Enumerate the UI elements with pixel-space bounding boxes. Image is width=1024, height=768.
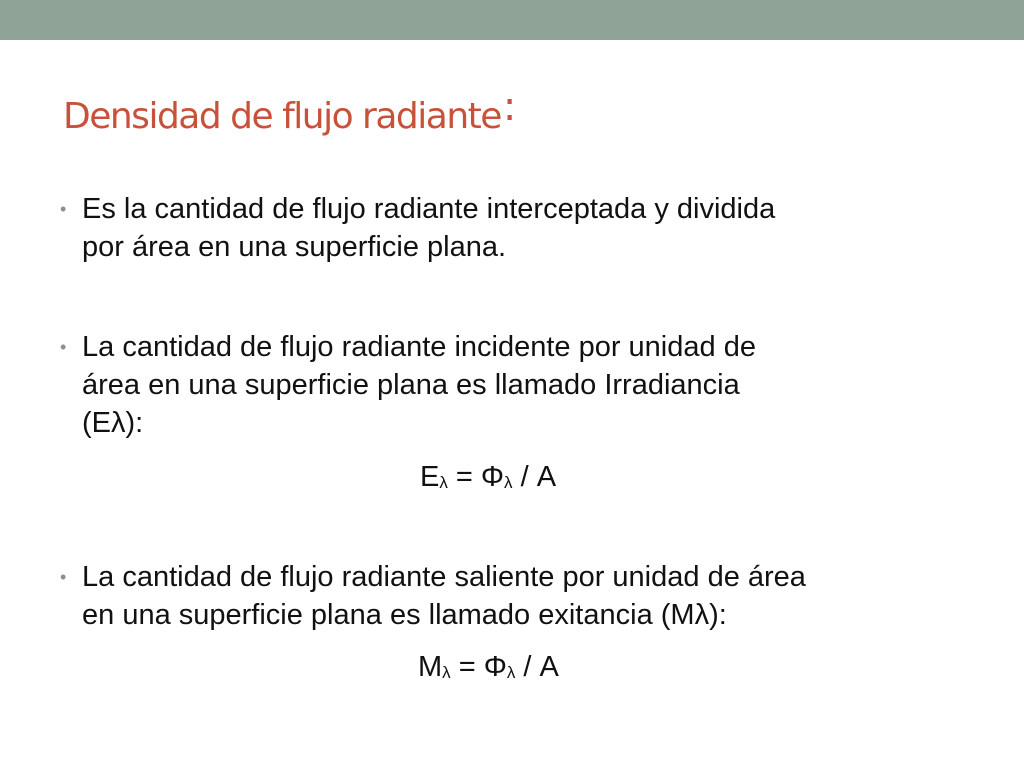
bullet-line: área en una superficie plana es llamado Irradiancia [82,369,740,401]
formula-rhs-subscript: λ [506,663,516,682]
bullet-line: La cantidad de flujo radiante saliente por unidad de área [82,561,806,593]
bullet-text [82,328,756,442]
formula-equals-phi: = Φ [450,651,507,683]
slide-title [63,84,515,138]
bullet-line: en una superficie plana es llamado exitancia (Mλ): [82,599,727,631]
formula-irradiance [420,458,556,502]
bullet-line: Es la cantidad de flujo radiante interceptada y dividida [82,193,776,225]
bullet-icon: • [60,337,67,357]
bullet-icon: • [60,567,67,587]
bullet-text [82,558,806,634]
bullet-icon: • [60,199,67,219]
bullet-line: (Eλ): [82,407,144,439]
formula-tail: / A [515,651,559,683]
formula-rhs-subscript: λ [504,473,513,492]
slide-title-colon: : [502,84,515,130]
bullet-text [82,190,775,266]
bullet-line: La cantidad de flujo radiante incidente por unidad de [82,331,756,363]
formula-lhs-subscript: λ [439,473,448,492]
formula-lhs-subscript: λ [442,663,451,682]
formula-lhs: E [420,461,440,493]
formula-tail: / A [512,461,557,493]
formula-exitance [418,648,559,692]
bullet-line: por área en una superficie plana. [82,231,507,263]
top-accent-bar [0,0,1024,40]
formula-lhs: M [418,651,443,683]
formula-equals-phi: = Φ [447,461,505,493]
slide-title-text: Densidad de flujo radiante [63,96,501,137]
